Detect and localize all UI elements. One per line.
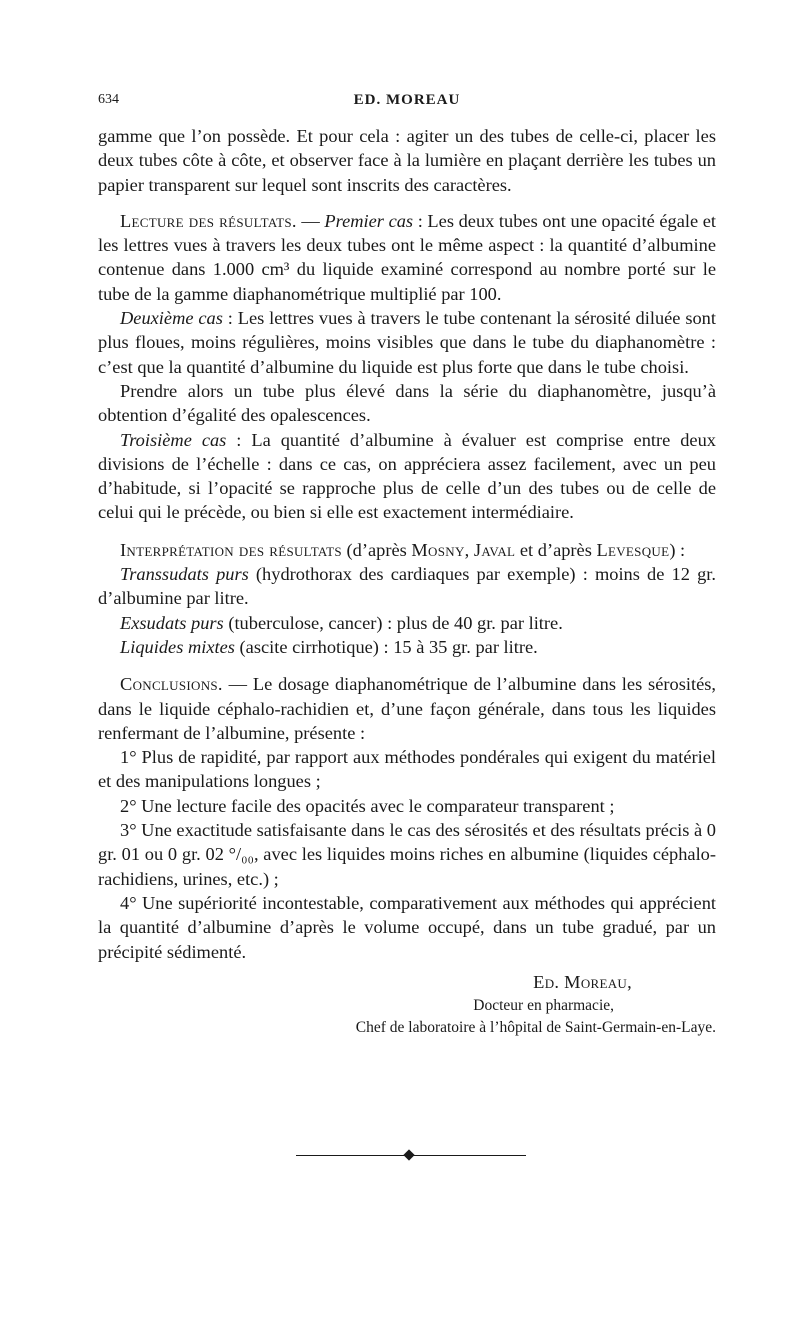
- case-text-premier: : Les deux tubes ont une opacité égale et les lettres vues à travers les deux tubes ont le même aspect : la quantité d’albumine contenue dans 1.000 cm³ du liquide examiné correspond au nombre porté sur le tube de la gamme diaphanométrique multiplié par 100.: [98, 210, 717, 304]
- section-heading-conclusions: Conclusions.: [120, 674, 223, 695]
- case-label-premier: Premier cas: [324, 210, 414, 231]
- diamond-ornament-icon: [403, 1149, 414, 1160]
- section-heading-lecture: Lecture des résultats.: [120, 210, 297, 231]
- author-levesque: Levesque: [596, 539, 670, 560]
- page-number: 634: [98, 92, 119, 107]
- conclusion-item-4: 4° Une supériorité incontestable, comparativement aux méthodes qui apprécient la quantité d’albumine d’après le volume occupé, dans un tube gradué, par un précipité sédimenté.: [98, 892, 716, 962]
- dash: —: [222, 674, 253, 695]
- paragraph-deuxieme-cas: [98, 306, 716, 379]
- section-heading-interpretation: Interprétation des résultats: [120, 539, 342, 560]
- term-transsudats: Transsudats purs: [120, 564, 249, 585]
- term-liquides-mixtes: Liquides mixtes: [120, 636, 235, 657]
- paragraph-method-end: gamme que l’on possède. Et pour cela : agiter un des tubes de celle-ci, placer les deux tubes côte à côte, et observer face à la lumière en plaçant derrière les tubes un papier transparent sur lequel sont inscrits des caractères.: [98, 126, 716, 195]
- paragraph-interpretation: [98, 538, 716, 562]
- text-fragment: et d’après: [515, 539, 597, 560]
- paragraph-prendre: Prendre alors un tube plus élevé dans la série du diaphanomètre, jusqu’à obtention d’égalité des opalescences.: [98, 380, 716, 426]
- paragraph-conclusions: [98, 672, 716, 745]
- conclusion-item-2: 2° Une lecture facile des opacités avec le comparateur transparent ;: [120, 795, 615, 816]
- conclusion-item-3: 3° Une exactitude satisfaisante dans le cas des sérosités et des résultats précis à 0 gr. 01 ou 0 gr. 02 °/₀₀, avec les liquides moins riches en albumine (liquides céphalo-rachidiens, urines, etc.) ;: [98, 820, 716, 889]
- case-text-deuxieme: : Les lettres vues à travers le tube contenant la sérosité diluée sont plus floues, moins régulières, moins visibles que dans le tube du diaphanomètre : c’est que la quantité d’albumine du liquide est plus forte que dans le tube choisi.: [98, 308, 716, 377]
- paragraph-troisieme-cas: [98, 428, 716, 525]
- author-javal: Javal: [473, 539, 516, 560]
- signature-title: Docteur en pharmacie,: [473, 997, 614, 1015]
- term-text: (ascite cirrhotique) : 15 à 35 gr. par litre.: [234, 636, 538, 657]
- author-mosny: Mosny: [411, 539, 465, 560]
- text-fragment: ) :: [669, 539, 686, 560]
- case-label-deuxieme: Deuxième cas: [120, 308, 223, 329]
- signature-name: Ed. Moreau,: [533, 971, 632, 992]
- paragraph-lecture-resultats: [98, 209, 716, 306]
- text-fragment: (d’après: [341, 539, 412, 560]
- term-text: (hydrothorax des cardiaques par exemple) : moins de 12 gr. d’albumine par litre.: [98, 564, 716, 609]
- term-exsudats: Exsudats purs: [120, 612, 224, 633]
- signature-affiliation: Chef de laboratoire à l’hôpital de Saint-Germain-en-Laye.: [355, 1019, 716, 1037]
- paragraph-liquides-mixtes: [98, 635, 716, 659]
- paragraph-exsudats: [98, 611, 716, 635]
- conclusion-item-1: 1° Plus de rapidité, par rapport aux méthodes pondérales qui exigent du matériel et des manipulations longues ;: [98, 747, 716, 792]
- text-fragment: ,: [464, 539, 474, 560]
- paragraph-transsudats: [98, 562, 716, 611]
- case-text-troisieme: : La quantité d’albumine à évaluer est comprise entre deux divisions de l’échelle : dans ce cas, on appréciera assez facilement, avec un peu d’habitude, si l’opacité se rapproche plus de celle d’un des tubes ou de celle de celui qui le précède, ou bien si elle est exactement intermédiaire.: [98, 429, 716, 523]
- running-head: [98, 88, 716, 112]
- body-text: [98, 124, 716, 1038]
- conclusions-text: Le dosage diaphanométrique de l’albumine dans les sérosités, dans le liquide céphalo-rachidien et, d’une façon générale, dans tous les liquides renfermant de l’albumine, présente :: [98, 674, 716, 743]
- dash: —: [296, 210, 325, 231]
- case-label-troisieme: Troisième cas: [120, 429, 227, 450]
- running-head-author: ED. MOREAU: [353, 92, 461, 108]
- term-text: (tuberculose, cancer) : plus de 40 gr. par litre.: [223, 612, 563, 633]
- end-ornament-rule: [296, 1150, 526, 1162]
